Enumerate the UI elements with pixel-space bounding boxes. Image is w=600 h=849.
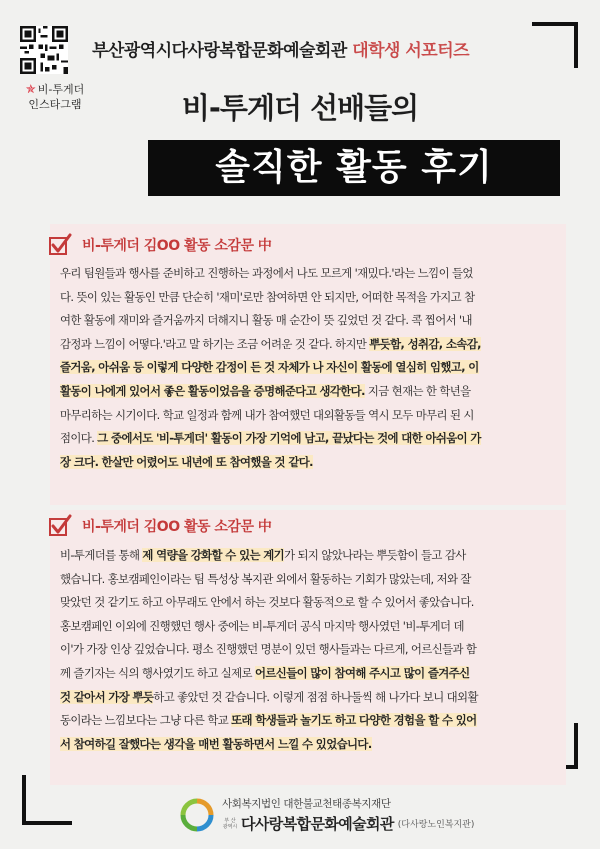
section-title-2: 비-투게더 김OO 활동 소감문 中 [82, 519, 272, 535]
review-line [60, 262, 560, 286]
review-text: 우리 팀원들과 행사를 준비하고 진행하는 과정에서 나도 모르게 '재밌다.'라는 느낌이 들었 [60, 266, 473, 280]
review-line [60, 568, 560, 592]
review-text: 홍보캠페인 이외에 진행했던 행사 중에는 비-투게더 공식 마지막 행사였던 '비-투게더 데 [60, 618, 464, 633]
highlighted-text: 것 같아서 가장 뿌듯 [60, 689, 154, 704]
review-line [60, 709, 560, 733]
review-text: 께 즐기자는 식의 행사였기도 하고 실제로 [60, 665, 255, 680]
review-text: 하고 좋았던 것 같습니다. 이렇게 점점 하나둘씩 해 나가다 보니 대외활 [153, 689, 478, 704]
footer-org [180, 796, 474, 834]
highlighted-text: 어르신들이 많이 참여해 주시고 많이 즐겨주신 [254, 665, 470, 680]
review-text: 마무리하는 시기이다. 학교 일정과 함께 내가 참여했던 대외활동들 역시 모두 마무리 된 시 [60, 407, 474, 422]
review-text: 점이다. [60, 431, 98, 446]
footer-tiny-label: 부 산 광역시 [222, 817, 238, 830]
footer-org-sub: (다사랑노인복지관) [397, 820, 475, 830]
instagram-label-line2: 인스타그램 [28, 98, 82, 111]
foundation-logo-icon [180, 798, 214, 832]
highlighted-text: 서 참여하길 잘했다는 생각을 매번 활동하면서 느낄 수 있었습니다. [60, 736, 372, 751]
review-text: 다. 뜻이 있는 활동인 만큼 단순히 '재미'로만 참여하면 안 되지만, 어떠한 목적을 가지고 참 [60, 289, 475, 304]
review-text: 가 되지 않았나라는 뿌듯함이 들고 감사 [284, 548, 466, 562]
review-text: 이'가 가장 인상 깊었습니다. 평소 진행했던 명분이 있던 행사들과는 다르게, 어르신들과 함 [60, 642, 477, 657]
highlighted-text: 즐거움, 아쉬움 등 이렇게 다양한 감정이 든 것 자체가 나 자신이 활동에 열심히 임했고, 이 [60, 360, 479, 375]
review-line [60, 733, 560, 757]
highlighted-text: 활동이 나에게 있어서 좋은 활동이었음을 증명해준다고 생각한다. [60, 383, 365, 398]
section-header-2 [48, 513, 271, 539]
highlighted-text: 또래 학생들과 놀기도 하고 다양한 경험을 할 수 있어 [231, 713, 477, 728]
page-subtitle: 비-투게더 선배들의 [181, 91, 419, 125]
footer-org-name: 다사랑복합문화예술회관 [241, 815, 394, 833]
star-icon: ✯ [25, 82, 36, 96]
review-line [60, 591, 560, 615]
review-text: 여한 활동에 재미와 즐거움까지 더해지니 활동 매 순간이 뜻 깊었던 것 같다. 콕 찝어서 '내 [60, 313, 472, 328]
review-line [60, 380, 560, 404]
review-line [60, 544, 560, 568]
review-line [60, 427, 560, 451]
review-text: 했습니다. 홍보캠페인이라는 팀 특성상 복지관 외에서 활동하는 기회가 많았는데, 저와 잘 [60, 571, 471, 586]
qr-code-icon[interactable] [20, 26, 68, 74]
review-line [60, 662, 560, 686]
review-text: 지금 현재는 한 학년을 [364, 383, 471, 398]
org-highlight: 대학생 서포터즈 [352, 41, 470, 61]
checkbox-check-icon [48, 233, 72, 257]
section-title-1: 비-투게더 김OO 활동 소감문 中 [82, 238, 272, 254]
review-line [60, 404, 560, 428]
org-name: 부산광역시다사랑복합문화예술회관 [92, 41, 347, 61]
corner-bracket-top-right [532, 22, 578, 68]
highlighted-text: 장 크다. 한살만 어렸어도 내년에 또 참여했을 것 같다. [60, 454, 313, 469]
review-line [60, 451, 560, 475]
review-line [60, 333, 560, 357]
section-header-1 [48, 232, 271, 258]
checkbox-check-icon [48, 514, 72, 538]
review-body-2 [60, 544, 560, 756]
review-body-1 [60, 262, 560, 474]
page-title: 솔직한 활동 후기 [148, 140, 560, 196]
highlighted-text: 제 역량을 강화할 수 있는 계기 [142, 548, 285, 562]
review-line [60, 286, 560, 310]
org-heading [92, 36, 469, 61]
review-line [60, 615, 560, 639]
highlighted-text: 뿌듯함, 성취감, 소속감, [369, 336, 481, 351]
review-line [60, 686, 560, 710]
review-line [60, 309, 560, 333]
review-text: 비-투게더를 통해 [60, 548, 143, 562]
review-text: 동이라는 느낌보다는 그냥 다른 학교 [60, 713, 232, 728]
review-text: 맞았던 것 같기도 하고 아무래도 안에서 하는 것보다 활동적으로 할 수 있어서 좋았습니다. [60, 595, 474, 610]
review-text: 감정과 느낌이 어떻다.'라고 말 하기는 조금 어려운 것 같다. 하지만 [60, 336, 370, 351]
highlighted-text: 그 중에서도 '비-투게더' 활동이 가장 기억에 남고, 끝났다는 것에 대한 아쉬움이 가 [97, 431, 481, 446]
instagram-label-line1: 비-투게더 [37, 83, 85, 96]
review-line [60, 356, 560, 380]
footer-foundation: 사회복지법인 대한불교천태종복지재단 [222, 798, 391, 810]
review-line [60, 638, 560, 662]
